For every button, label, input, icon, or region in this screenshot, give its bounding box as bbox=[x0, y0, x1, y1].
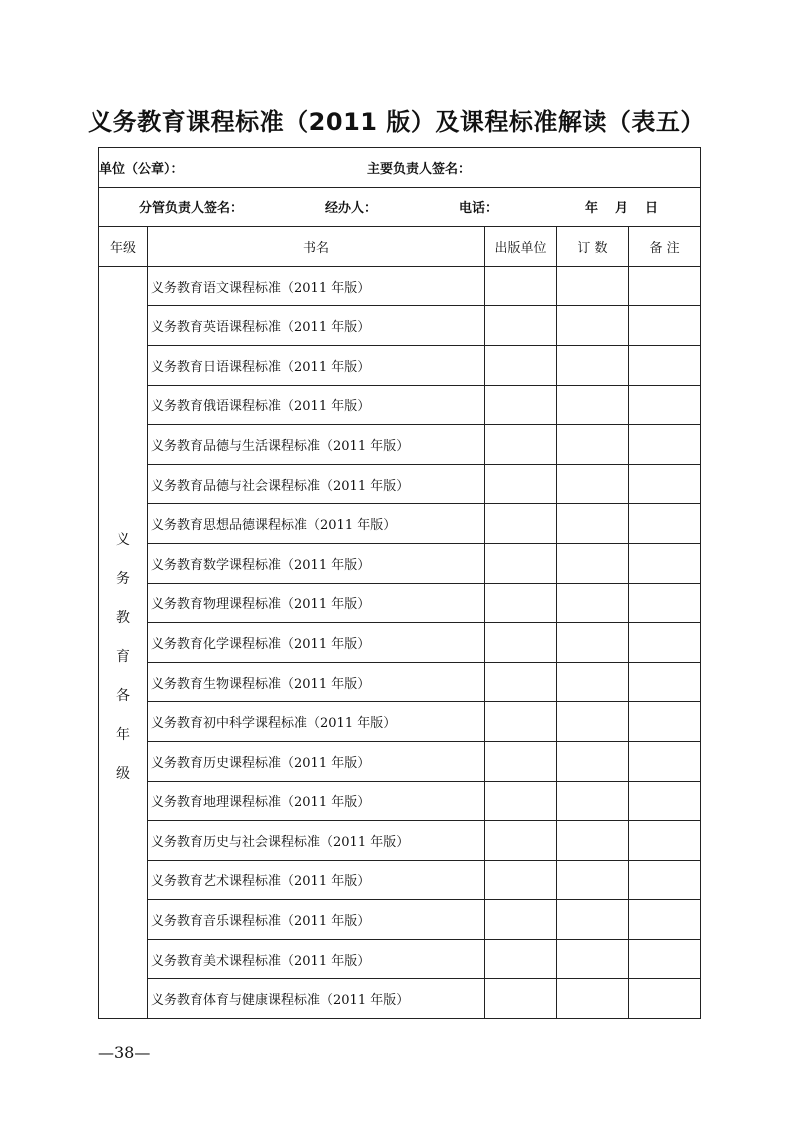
table-row bbox=[99, 939, 701, 979]
column-header-publisher: 出版单位 bbox=[485, 227, 557, 267]
publisher-cell[interactable] bbox=[485, 345, 557, 385]
order-qty-cell[interactable] bbox=[557, 860, 629, 900]
column-header-order-qty: 订 数 bbox=[557, 227, 629, 267]
order-qty-cell[interactable] bbox=[557, 900, 629, 940]
publisher-cell[interactable] bbox=[485, 702, 557, 742]
remarks-cell[interactable] bbox=[629, 939, 701, 979]
table-row bbox=[99, 860, 701, 900]
handler-label: 经办人： bbox=[325, 201, 378, 217]
remarks-cell[interactable] bbox=[629, 464, 701, 504]
book-title-cell: 义务教育艺术课程标准（2011 年版） bbox=[148, 860, 485, 900]
book-title-cell: 义务教育美术课程标准（2011 年版） bbox=[148, 939, 485, 979]
order-qty-cell[interactable] bbox=[557, 266, 629, 306]
book-title-cell: 义务教育思想品德课程标准（2011 年版） bbox=[148, 504, 485, 544]
publisher-cell[interactable] bbox=[485, 939, 557, 979]
publisher-cell[interactable] bbox=[485, 266, 557, 306]
grade-char: 育 bbox=[116, 649, 130, 666]
remarks-cell[interactable] bbox=[629, 425, 701, 465]
order-qty-cell[interactable] bbox=[557, 741, 629, 781]
publisher-cell[interactable] bbox=[485, 860, 557, 900]
phone-label: 电话： bbox=[459, 201, 499, 217]
publisher-cell[interactable] bbox=[485, 504, 557, 544]
order-qty-cell[interactable] bbox=[557, 979, 629, 1019]
publisher-cell[interactable] bbox=[485, 385, 557, 425]
remarks-cell[interactable] bbox=[629, 781, 701, 821]
grade-char: 务 bbox=[116, 571, 130, 588]
grade-char: 教 bbox=[116, 610, 130, 627]
publisher-cell[interactable] bbox=[485, 543, 557, 583]
book-title-cell: 义务教育地理课程标准（2011 年版） bbox=[148, 781, 485, 821]
order-qty-cell[interactable] bbox=[557, 702, 629, 742]
book-title-cell: 义务教育音乐课程标准（2011 年版） bbox=[148, 900, 485, 940]
remarks-cell[interactable] bbox=[629, 821, 701, 861]
table-row bbox=[99, 306, 701, 346]
remarks-cell[interactable] bbox=[629, 543, 701, 583]
book-title-cell: 义务教育品德与社会课程标准（2011 年版） bbox=[148, 464, 485, 504]
remarks-cell[interactable] bbox=[629, 741, 701, 781]
order-qty-cell[interactable] bbox=[557, 385, 629, 425]
day-label: 日 bbox=[645, 201, 659, 217]
column-header-grade: 年级 bbox=[99, 227, 148, 267]
remarks-cell[interactable] bbox=[629, 702, 701, 742]
order-qty-cell[interactable] bbox=[557, 821, 629, 861]
column-header-row bbox=[99, 227, 701, 267]
order-qty-cell[interactable] bbox=[557, 583, 629, 623]
book-title-cell: 义务教育历史课程标准（2011 年版） bbox=[148, 741, 485, 781]
table-row bbox=[99, 504, 701, 544]
grade-char: 各 bbox=[116, 688, 130, 705]
publisher-cell[interactable] bbox=[485, 306, 557, 346]
table-row bbox=[99, 781, 701, 821]
page-number: —38— bbox=[98, 1043, 151, 1062]
order-qty-cell[interactable] bbox=[557, 345, 629, 385]
order-qty-cell[interactable] bbox=[557, 306, 629, 346]
column-header-remarks: 备 注 bbox=[629, 227, 701, 267]
table-row bbox=[99, 345, 701, 385]
publisher-cell[interactable] bbox=[485, 425, 557, 465]
book-title-cell: 义务教育日语课程标准（2011 年版） bbox=[148, 345, 485, 385]
book-title-cell: 义务教育英语课程标准（2011 年版） bbox=[148, 306, 485, 346]
table-row bbox=[99, 702, 701, 742]
header-row bbox=[99, 148, 701, 188]
table-row bbox=[99, 425, 701, 465]
grade-char: 义 bbox=[116, 532, 130, 549]
book-title-cell: 义务教育生物课程标准（2011 年版） bbox=[148, 662, 485, 702]
remarks-cell[interactable] bbox=[629, 266, 701, 306]
publisher-cell[interactable] bbox=[485, 741, 557, 781]
publisher-cell[interactable] bbox=[485, 979, 557, 1019]
order-qty-cell[interactable] bbox=[557, 464, 629, 504]
remarks-cell[interactable] bbox=[629, 306, 701, 346]
order-qty-cell[interactable] bbox=[557, 939, 629, 979]
table-row bbox=[99, 266, 701, 306]
month-label: 月 bbox=[615, 201, 629, 217]
book-title-cell: 义务教育历史与社会课程标准（2011 年版） bbox=[148, 821, 485, 861]
remarks-cell[interactable] bbox=[629, 504, 701, 544]
page-title: 义务教育课程标准（2011 版）及课程标准解读（表五） bbox=[88, 108, 705, 136]
order-qty-cell[interactable] bbox=[557, 543, 629, 583]
book-title-cell: 义务教育品德与生活课程标准（2011 年版） bbox=[148, 425, 485, 465]
year-label: 年 bbox=[585, 201, 599, 217]
order-qty-cell[interactable] bbox=[557, 623, 629, 663]
table-row bbox=[99, 900, 701, 940]
book-title-cell: 义务教育物理课程标准（2011 年版） bbox=[148, 583, 485, 623]
manager-signature-label: 分管负责人签名： bbox=[139, 201, 244, 217]
principal-label: 主要负责人签名： bbox=[367, 161, 472, 177]
table-row bbox=[99, 583, 701, 623]
publisher-cell[interactable] bbox=[485, 781, 557, 821]
remarks-cell[interactable] bbox=[629, 662, 701, 702]
table-row bbox=[99, 385, 701, 425]
signature-row bbox=[99, 187, 701, 227]
publisher-cell[interactable] bbox=[485, 900, 557, 940]
publisher-cell[interactable] bbox=[485, 662, 557, 702]
remarks-cell[interactable] bbox=[629, 583, 701, 623]
publisher-cell[interactable] bbox=[485, 583, 557, 623]
remarks-cell[interactable] bbox=[629, 385, 701, 425]
table-row bbox=[99, 464, 701, 504]
table-row bbox=[99, 821, 701, 861]
remarks-cell[interactable] bbox=[629, 860, 701, 900]
order-form-table bbox=[98, 147, 701, 1019]
table-row bbox=[99, 979, 701, 1019]
book-title-cell: 义务教育语文课程标准（2011 年版） bbox=[148, 266, 485, 306]
grade-char: 年 bbox=[116, 727, 130, 744]
table-row bbox=[99, 543, 701, 583]
publisher-cell[interactable] bbox=[485, 464, 557, 504]
remarks-cell[interactable] bbox=[629, 623, 701, 663]
order-qty-cell[interactable] bbox=[557, 425, 629, 465]
publisher-cell[interactable] bbox=[485, 821, 557, 861]
book-title-cell: 义务教育俄语课程标准（2011 年版） bbox=[148, 385, 485, 425]
table-row bbox=[99, 741, 701, 781]
remarks-cell[interactable] bbox=[629, 900, 701, 940]
book-title-cell: 义务教育化学课程标准（2011 年版） bbox=[148, 623, 485, 663]
table-row bbox=[99, 623, 701, 663]
order-qty-cell[interactable] bbox=[557, 504, 629, 544]
book-title-cell: 义务教育初中科学课程标准（2011 年版） bbox=[148, 702, 485, 742]
grade-cell bbox=[99, 266, 148, 1018]
order-qty-cell[interactable] bbox=[557, 781, 629, 821]
grade-char: 级 bbox=[116, 766, 130, 783]
book-title-cell: 义务教育数学课程标准（2011 年版） bbox=[148, 543, 485, 583]
publisher-cell[interactable] bbox=[485, 623, 557, 663]
table-row bbox=[99, 662, 701, 702]
remarks-cell[interactable] bbox=[629, 979, 701, 1019]
remarks-cell[interactable] bbox=[629, 345, 701, 385]
book-title-cell: 义务教育体育与健康课程标准（2011 年版） bbox=[148, 979, 485, 1019]
column-header-book: 书名 bbox=[148, 227, 485, 267]
unit-label: 单位（公章）： bbox=[99, 161, 184, 177]
order-qty-cell[interactable] bbox=[557, 662, 629, 702]
